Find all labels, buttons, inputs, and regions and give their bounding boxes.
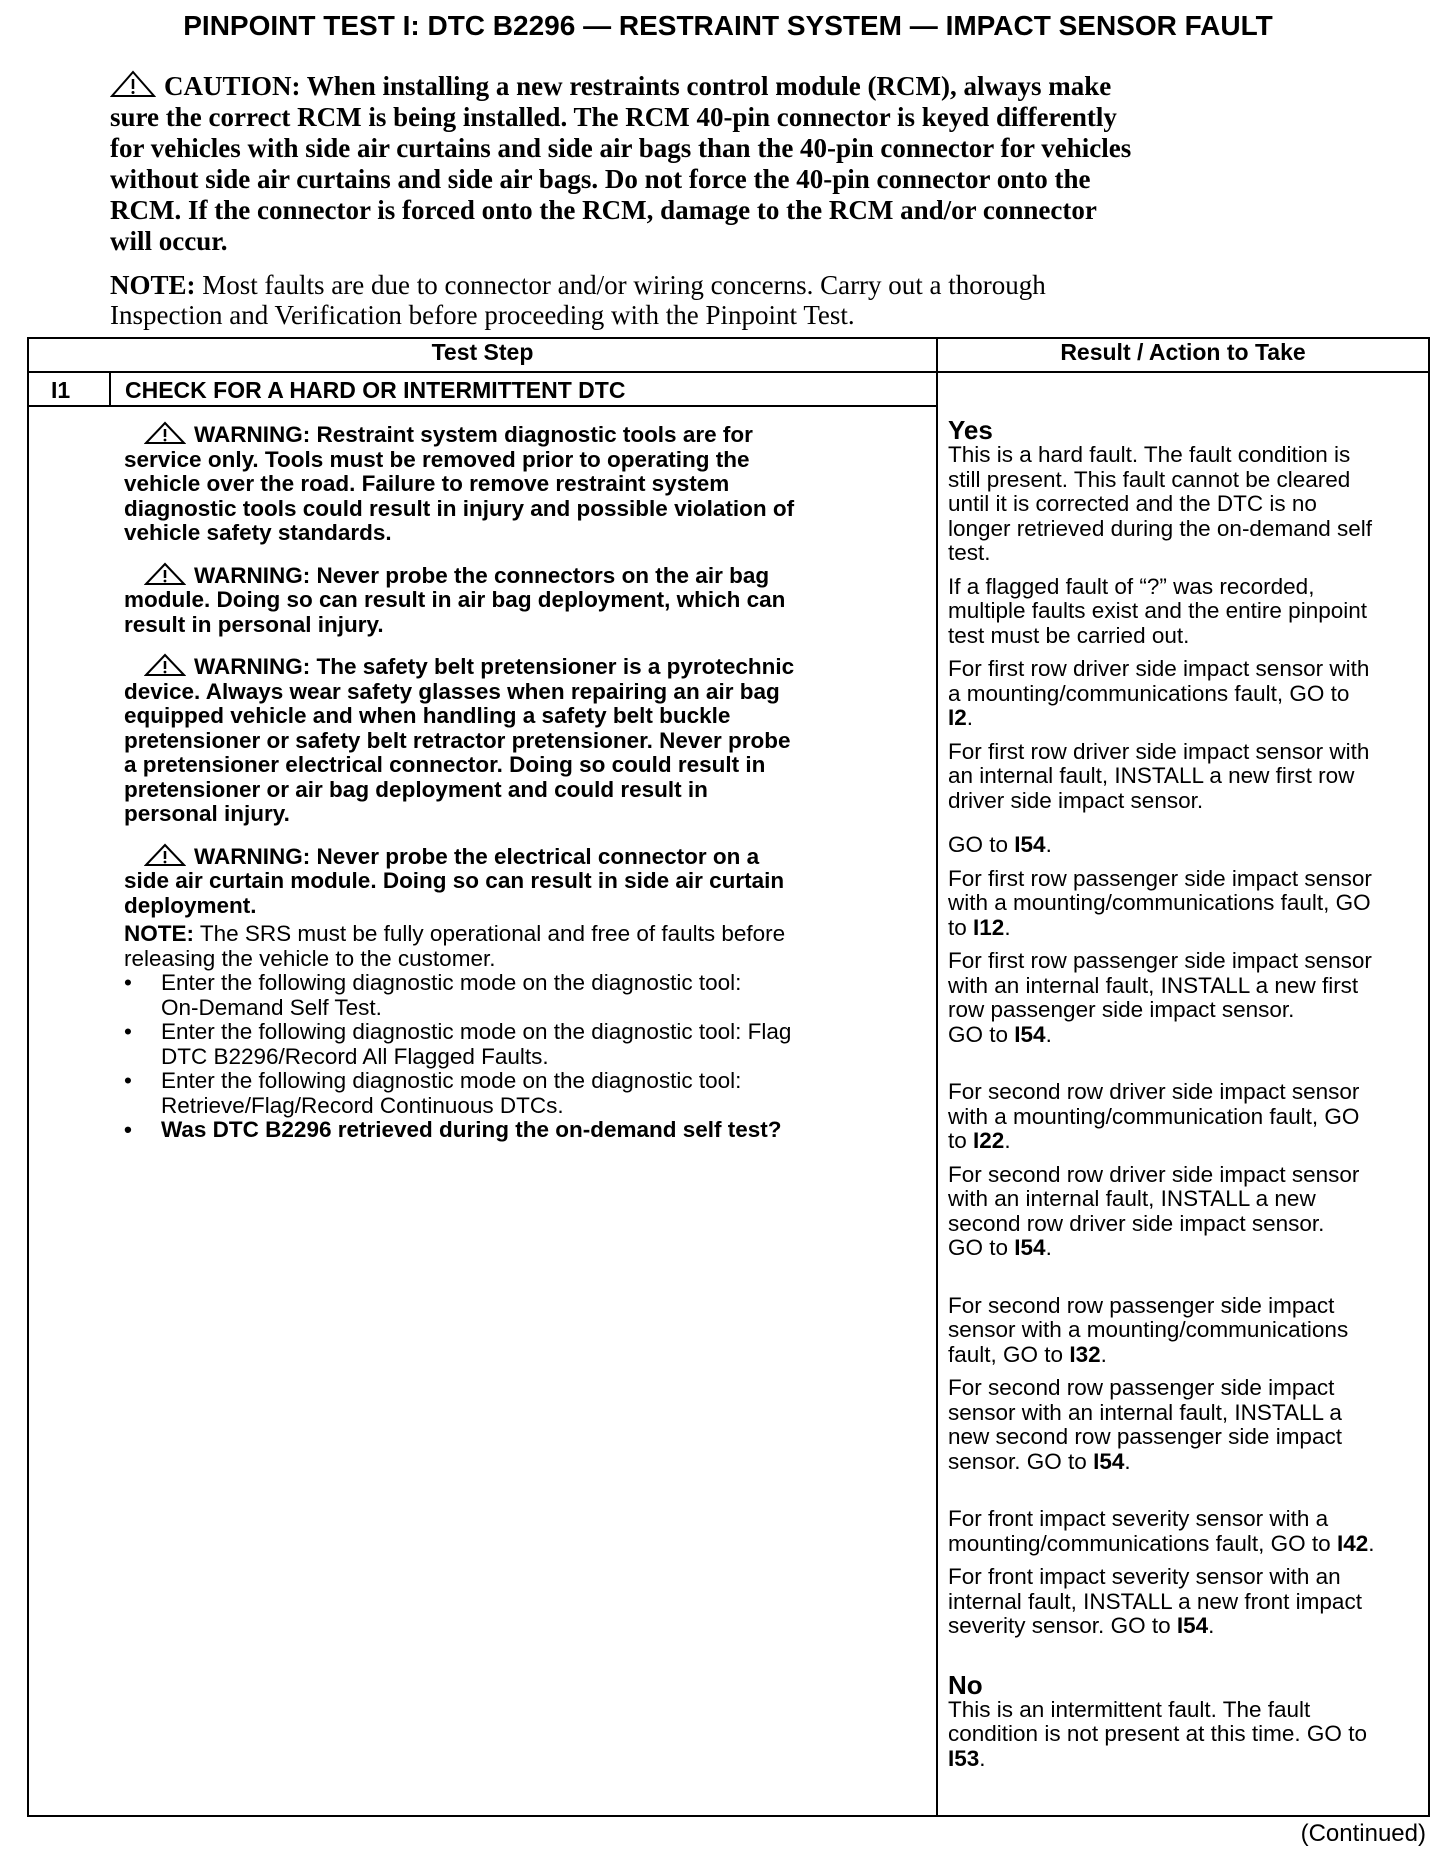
result-first-row-driver-mounting: For first row driver side impact sensor with a mounting/communications fault, GO to I2.: [948, 656, 1370, 730]
list-item: • Enter the following diagnostic mode on the diagnostic tool: Retrieve/Flag/Record Continuous DTCs.: [124, 1068, 742, 1118]
flagged-fault-text: If a flagged fault of “?” was recorded, multiple faults exist and the entire pinpoint test must be carried out.: [948, 573, 1367, 648]
result-first-row-driver-internal: For first row driver side impact sensor with an internal fault, INSTALL a new first row driver side impact sensor. GO to I54.: [948, 738, 1370, 857]
go-to-step: I22: [973, 1128, 1005, 1153]
result-front-severity-internal: For front impact severity sensor with an internal fault, INSTALL a new front impact severity sensor. GO to I54.: [948, 1564, 1362, 1638]
caution-line: will occur.: [110, 226, 228, 256]
result-cell: [937, 372, 1429, 1816]
yes-label: Yes: [948, 415, 993, 445]
note-label: NOTE:: [110, 270, 196, 300]
caution-block: [110, 70, 1350, 257]
caution-text: CAUTION: When installing a new restraints control module (RCM), always make: [164, 71, 1112, 101]
continued-label: (Continued): [1300, 1820, 1426, 1847]
go-to-step: I54: [1014, 1235, 1046, 1260]
warning-pretensioner: WARNING: The safety belt pretensioner is a pyrotechnic device. Always wear safety glasses when repairing an air bag equipped vehicle and when handling a safety belt buckle pretensioner or safety belt retractor pretensioner. Never probe a pretensioner electrical connector. Doing so could result in pretensioner or air bag deployment and could result in personal injury.: [124, 654, 795, 826]
go-to-step: I2: [948, 705, 967, 730]
go-to-step: I12: [973, 914, 1005, 940]
list-item-question: • Was DTC B2296 retrieved during the on-demand self test?: [124, 1117, 782, 1142]
result-second-row-passenger-internal: For second row passenger side impact sensor with an internal fault, INSTALL a new second row passenger side impact sensor. GO to I54.: [948, 1375, 1342, 1474]
result-first-row-passenger-internal: For first row passenger side impact sensor with an internal fault, INSTALL a new first row passenger side impact sensor. GO to I54.: [948, 948, 1372, 1047]
no-text: This is an intermittent fault. The fault condition is not present at this time. GO to I53.: [948, 1696, 1367, 1771]
warning-diagnostic-tools: WARNING: Restraint system diagnostic tools are for service only. Tools must be removed prior to operating the vehicle over the road. Failure to remove restraint system diagnostic tools could result in injury and possible violation of vehicle safety standards.: [124, 422, 795, 545]
step-name: CHECK FOR A HARD OR INTERMITTENT DTC: [110, 372, 937, 406]
no-label: No: [948, 1669, 983, 1700]
result-second-row-driver-mounting: For second row driver side impact sensor with a mounting/communication fault, GO to I22.: [948, 1079, 1360, 1153]
caution-line: [110, 70, 1350, 102]
list-item: • Enter the following diagnostic mode on the diagnostic tool: Flag DTC B2296/Record All Flagged Faults.: [124, 1019, 792, 1069]
yes-text: This is a hard fault. The fault condition is still present. This fault cannot be cleared until it is corrected and the DTC is no longer retrieved during the on-demand self test.: [948, 442, 1373, 565]
step-id: I1: [28, 372, 110, 406]
warning-triangle-icon: [144, 843, 186, 867]
go-to-step: I54: [1014, 1021, 1046, 1047]
note-text: Most faults are due to connector and/or wiring concerns. Carry out a thorough: [195, 270, 1046, 300]
warning-side-air-curtain: WARNING: Never probe the electrical connector on a side air curtain module. Doing so can result in side air curtain deployment.: [124, 843, 785, 918]
caution-line: sure the correct RCM is being installed. The RCM 40-pin connector is keyed differently: [110, 102, 1117, 132]
note-text: Inspection and Verification before proceeding with the Pinpoint Test.: [110, 300, 855, 330]
result-second-row-passenger-mounting: For second row passenger side impact sensor with a mounting/communications fault, GO to I32.: [948, 1292, 1349, 1367]
warning-triangle-icon: [144, 421, 186, 445]
go-to-step: I32: [1069, 1341, 1101, 1367]
warning-triangle-icon: [110, 70, 156, 98]
step-note: NOTE: The SRS must be fully operational and free of faults before releasing the vehicle to the customer.: [124, 921, 786, 971]
warning-triangle-icon: [144, 653, 186, 677]
go-to-step: I54: [1176, 1613, 1209, 1638]
go-to-step: I54: [1093, 1448, 1125, 1474]
caution-line: without side air curtains and side air bags. Do not force the 40-pin connector onto the: [110, 164, 1091, 194]
list-item: • Enter the following diagnostic mode on the diagnostic tool: On-Demand Self Test.: [124, 970, 742, 1020]
caution-line: for vehicles with side air curtains and side air bags than the 40-pin connector for vehicles: [110, 133, 1132, 163]
step-instructions-cell: [28, 406, 937, 1816]
go-to-step: I42: [1336, 1530, 1369, 1556]
result-second-row-driver-internal: For second row driver side impact sensor with an internal fault, INSTALL a new second row driver side impact sensor. GO to I54.: [948, 1161, 1360, 1260]
header-test-step: Test Step: [28, 338, 937, 372]
note-block: [110, 270, 1350, 330]
result-front-severity-mounting: For front impact severity sensor with a mounting/communications fault, GO to I42.: [948, 1506, 1375, 1556]
caution-line: RCM. If the connector is forced onto the RCM, damage to the RCM and/or connector: [110, 195, 1097, 225]
go-to-step: I54: [1014, 832, 1046, 857]
header-result-action: Result / Action to Take: [937, 338, 1429, 372]
step-bullets: [124, 971, 892, 1143]
page-title: PINPOINT TEST I: DTC B2296 — RESTRAINT SYSTEM — IMPACT SENSOR FAULT: [183, 10, 1273, 41]
warning-triangle-icon: [144, 562, 186, 586]
go-to-step: I53: [948, 1745, 980, 1771]
result-first-row-passenger-mounting: For first row passenger side impact sensor with a mounting/communications fault, GO to I12.: [948, 865, 1372, 940]
warning-air-bag-module: WARNING: Never probe the connectors on the air bag module. Doing so can result in air bag deployment, which can result in personal injury.: [124, 562, 786, 637]
pinpoint-table: [27, 337, 1430, 1817]
